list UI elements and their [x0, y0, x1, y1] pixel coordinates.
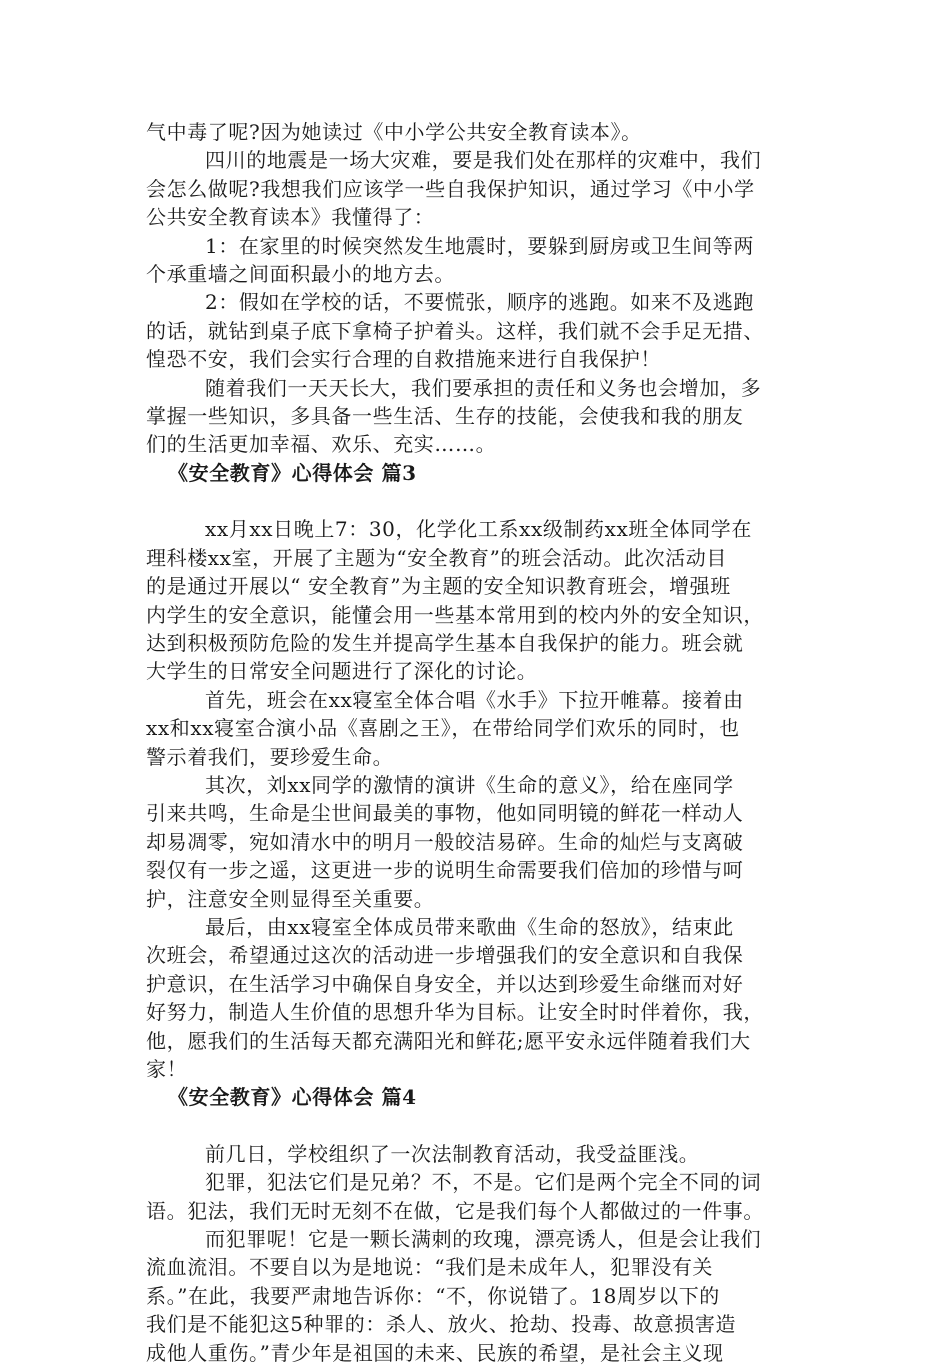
paragraph: [146, 1225, 826, 1367]
text-line: 们的生活更加幸福、欢乐、充实……。: [146, 432, 497, 457]
paragraph: [146, 232, 826, 289]
text-line: 1：在家里的时候突然发生地震时，要躲到厨房或卫生间等两: [205, 233, 754, 258]
text-line: 成他人重伤。”青少年是祖国的未来、民族的希望，是社会主义现: [146, 1340, 724, 1365]
text-line: 引来共鸣，生命是尘世间最美的事物，他如同明镜的鲜花一样动人: [146, 801, 744, 826]
text-line: 2：假如在学校的话，不要慌张，顺序的逃跑。如来不及逃跑: [205, 290, 754, 315]
text-line: 护，注意安全则显得至关重要。: [146, 886, 435, 911]
text-line: xx和xx寝室合演小品《喜剧之王》，在带给同学们欢乐的同时，也: [146, 716, 740, 741]
text-line: 其次，刘xx同学的激情的演讲《生命的意义》，给在座同学: [205, 772, 734, 797]
text-line: 会怎么做呢?我想我们应该学一些自我保护知识，通过学习《中小学: [146, 176, 755, 201]
paragraph: [146, 288, 826, 373]
text-line: 护意识，在生活学习中确保自身安全，并以达到珍爱生命继而对好: [146, 971, 744, 996]
paragraph: [146, 515, 826, 685]
section-heading: 《安全教育》心得体会 篇4: [168, 1085, 417, 1110]
text-line: 流血流泪。不要自以为是地说：“我们是未成年人，犯罪没有关: [146, 1255, 714, 1280]
text-line: 而犯罪呢！它是一颗长满刺的玫瑰，漂亮诱人，但是会让我们: [205, 1227, 762, 1252]
text-line: 家！: [146, 1057, 188, 1081]
text-line: 裂仅有一步之遥，这更进一步的说明生命需要我们倍加的珍惜与呵: [146, 858, 744, 883]
text-line: 理科楼xx室，开展了主题为“安全教育”的班会活动。此次活动目: [146, 545, 728, 570]
text-line: 我们是不能犯这5种罪的：杀人、放火、抢劫、投毒、故意损害造: [146, 1312, 737, 1337]
document-page: [146, 118, 826, 1367]
text-line: 他，愿我们的生活每天都充满阳光和鲜花;愿平安永远伴随着我们大: [146, 1028, 751, 1053]
text-line: 次班会，希望通过这次的活动进一步增强我们的安全意识和自我保: [146, 943, 744, 968]
paragraph: [146, 374, 826, 459]
text-line: 首先，班会在xx寝室全体合唱《水手》下拉开帷幕。接着由: [205, 687, 744, 712]
text-line: 系。”在此，我要严肃地告诉你：“不，你说错了。18周岁以下的: [146, 1283, 720, 1308]
text-line: 犯罪，犯法它们是兄弟？不，不是。它们是两个完全不同的词: [205, 1170, 762, 1195]
spacer: [146, 1112, 826, 1140]
text-line: 公共安全教育读本》我懂得了：: [146, 205, 435, 230]
paragraph: [146, 118, 826, 146]
paragraph: [146, 686, 826, 771]
text-line: 的是通过开展以“ 安全教育”为主题的安全知识教育班会，增强班: [146, 574, 731, 599]
text-line: 前几日，学校组织了一次法制教育活动，我受益匪浅。: [205, 1141, 700, 1166]
text-line: 却易凋零，宛如清水中的明月一般皎洁易碎。生命的灿烂与支离破: [146, 829, 744, 854]
text-line: 大学生的日常安全问题进行了深化的讨论。: [146, 659, 538, 684]
text-line: 惶恐不安，我们会实行合理的自救措施来进行自我保护！: [146, 347, 661, 372]
spacer: [146, 487, 826, 515]
paragraph: [146, 1140, 826, 1168]
paragraph: [146, 913, 826, 1083]
text-line: 内学生的安全意识，能懂会用一些基本常用到的校内外的安全知识，: [146, 602, 764, 627]
text-line: xx月xx日晚上7：30，化学化工系xx级制药xx班全体同学在: [205, 517, 753, 542]
text-line: 达到积极预防危险的发生并提高学生基本自我保护的能力。班会就: [146, 630, 744, 655]
paragraph: [146, 1168, 826, 1225]
text-line: 掌握一些知识，多具备一些生活、生存的技能，会使我和我的朋友: [146, 404, 744, 429]
text-line: 随着我们一天天长大，我们要承担的责任和义务也会增加，多: [205, 375, 762, 400]
text-line: 个承重墙之间面积最小的地方去。: [146, 262, 455, 287]
section-heading: 《安全教育》心得体会 篇3: [168, 460, 417, 485]
paragraph: [146, 771, 826, 913]
text-line: 的话，就钻到桌子底下拿椅子护着头。这样，我们就不会手足无措、: [146, 318, 764, 343]
text-line: 语。犯法，我们无时无刻不在做，它是我们每个人都做过的一件事。: [146, 1198, 764, 1223]
text-line: 四川的地震是一场大灾难，要是我们处在那样的灾难中，我们: [205, 148, 762, 173]
text-line: 好努力，制造人生价值的思想升华为目标。让安全时时伴着你，我，: [146, 1000, 764, 1025]
text-line: 警示着我们，要珍爱生命。: [146, 744, 394, 769]
text-line: 最后，由xx寝室全体成员带来歌曲《生命的怒放》，结束此: [205, 914, 734, 939]
text-line: 气中毒了呢?因为她读过《中小学公共安全教育读本》。: [146, 120, 642, 144]
paragraph: [146, 146, 826, 231]
